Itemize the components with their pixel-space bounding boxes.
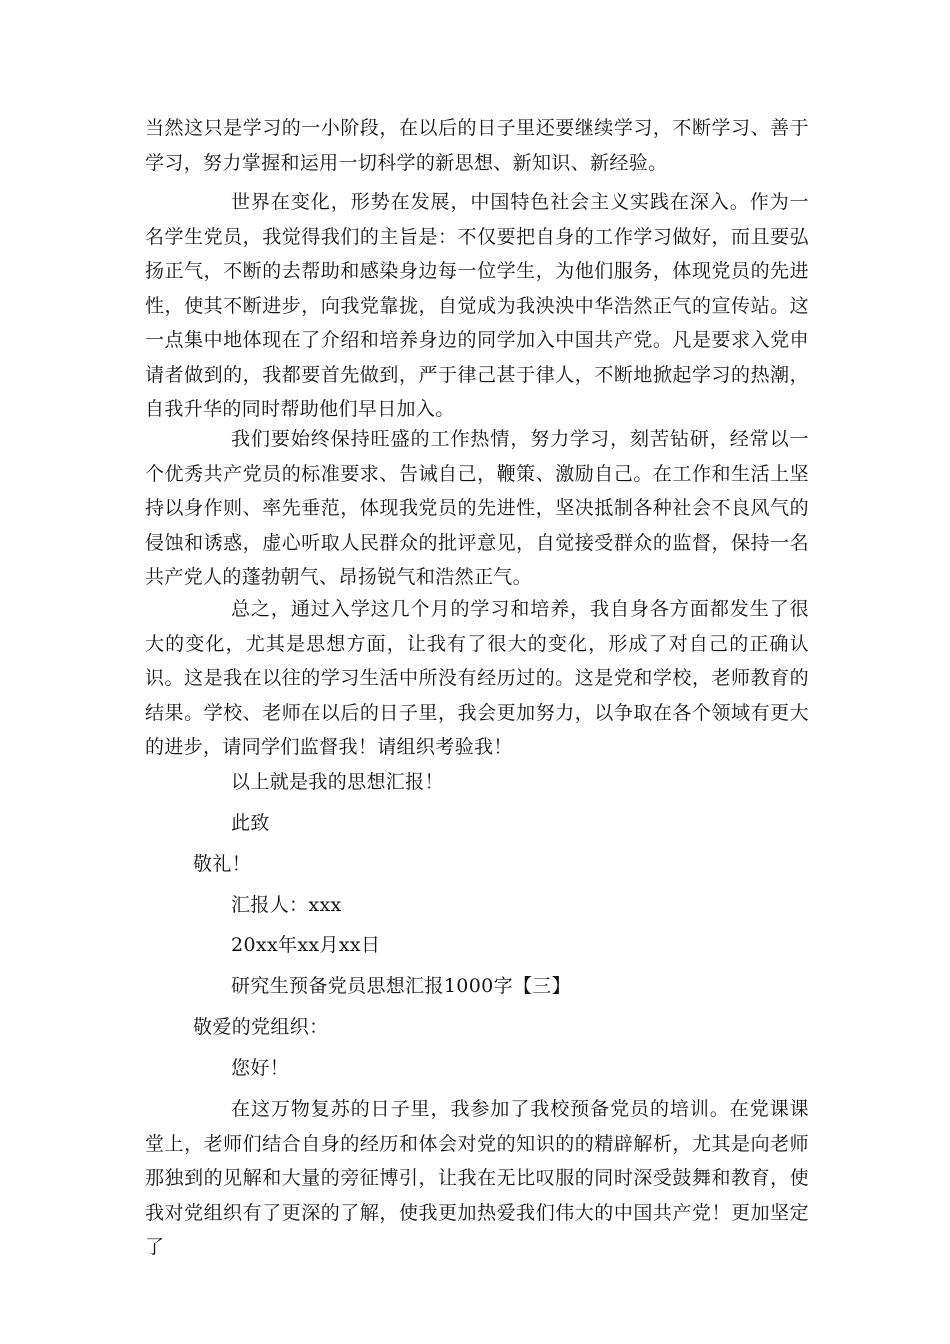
closing-jingli: 敬礼！ xyxy=(193,853,252,875)
paragraph-work-enthusiasm: 我们要始终保持旺盛的工作热情，努力学习，刻苦钻研，经常以一个优秀共产党员的标准要求、告诫自己，鞭策、激励自己。在工作和生活上坚持以身作则、率先垂范，体现我党员的先进性，坚决抵制各种社会不良风气的侵蚀和诱惑，虚心听取人民群众的批评意见，自觉接受群众的监督，保持一名共产党人的蓬勃朝气、昂扬锐气和浩然正气。 xyxy=(145,428,809,588)
paragraph-world-changing: 世界在变化，形势在发展，中国特色社会主义实践在深入。作为一名学生党员，我觉得我们的主旨是：不仅要把自身的工作学习做好，而且要弘扬正气，不断的去帮助和感染身边每一位学生，为他们服务，体现党员的先进性，使其不断进步，向我党靠拢，自觉成为我泱泱中华浩然正气的宣传站。这一点集中地体现在了介绍和培养身边的同学加入中国共产党。凡是要求入党申请者做到的，我都要首先做到，严于律己甚于律人，不断地掀起学习的热潮，自我升华的同时帮助他们早日加入。 xyxy=(145,191,809,420)
letter-salutation: 敬爱的党组织： xyxy=(193,1016,329,1038)
closing-cizhi: 此致 xyxy=(231,812,270,834)
report-date: 20xx年xx月xx日 xyxy=(231,934,381,956)
closing-summary-line: 以上就是我的思想汇报！ xyxy=(231,771,444,793)
paragraph-continuation: 当然这只是学习的一小阶段，在以后的日子里还要继续学习，不断学习、善于学习，努力掌握和运用一切科学的新思想、新知识、新经验。 xyxy=(145,117,809,174)
letter-greeting: 您好！ xyxy=(231,1057,290,1079)
paragraph-in-summary: 总之，通过入学这几个月的学习和培养，我自身各方面都发生了很大的变化，尤其是思想方面，让我有了很大的变化，形成了对自己的正确认识。这是我在以往的学习生活中所没有经历过的。这是党和学校，老师教育的结果。学校、老师在以后的日子里，我会更加努力，以争取在各个领域有更大的进步，请同学们监督我！请组织考验我！ xyxy=(145,598,809,758)
letter-body-paragraph: 在这万物复苏的日子里，我参加了我校预备党员的培训。在党课课堂上，老师们结合自身的经历和体会对党的知识的的精辟解析，尤其是向老师那独到的见解和大量的旁征博引，让我在无比叹服的同时深受鼓舞和教育，使我对党组织有了更深的了解，使我更加热爱我们伟大的中国共产党！更加坚定了 xyxy=(145,1098,809,1258)
reporter-signature: 汇报人：xxx xyxy=(231,894,342,916)
section-title: 研究生预备党员思想汇报1000字【三】 xyxy=(231,975,572,997)
